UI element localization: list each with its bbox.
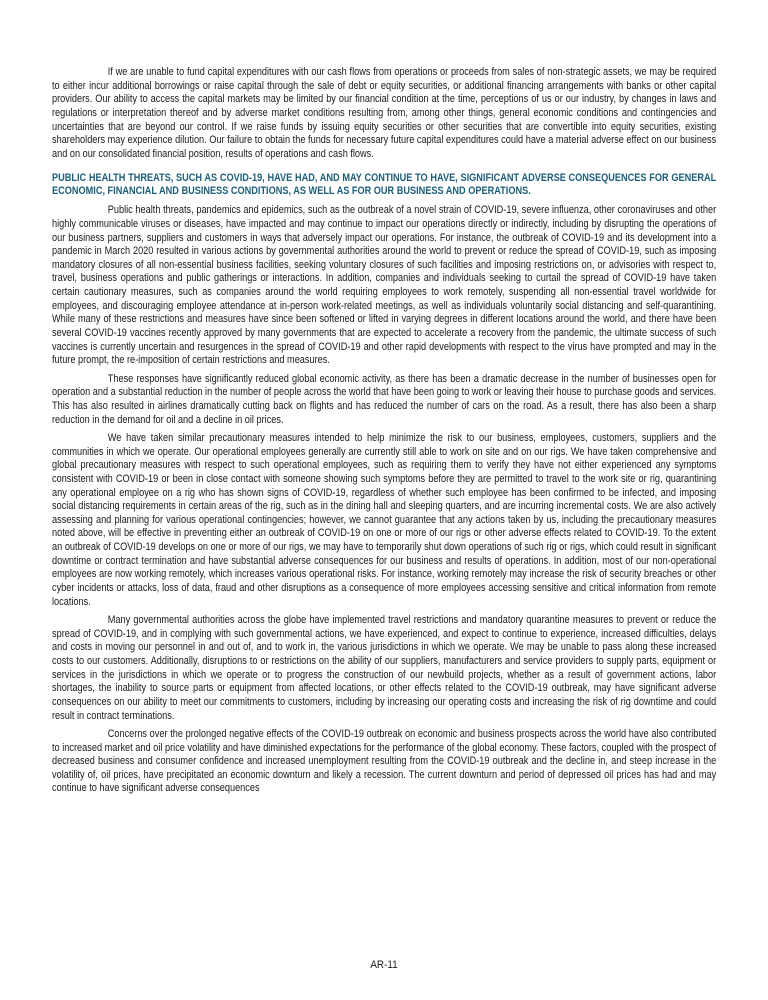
section-heading: PUBLIC HEALTH THREATS, SUCH AS COVID-19, HAVE HAD, AND MAY CONTINUE TO HAVE, SIGNIFICANT ADVERSE CONSEQUENCES FOR GENERAL ECONOMIC, FINANCIAL AND BUSINESS CONDITIONS, AS WELL AS FOR OUR BUSINESS AND OPERATIONS.	[52, 171, 717, 198]
document-page	[52, 66, 716, 801]
intro-paragraph: If we are unable to fund capital expenditures with our cash flows from operations or proceeds from sales of non-strategic assets, we may be required to either incur additional borrowings or raise capital through the sale of debt or equity securities, or additional financing arrangements with banks or other capital providers. Our ability to access the capital markets may be limited by our financial condition at the time, perceptions of us or our industry, by changes in laws and regulations or interpretation thereof and by adverse market conditions resulting from, among other things, general economic conditions and contingencies and uncertainties that are beyond our control. If we raise funds by issuing equity securities or other securities that are convertible into equity securities, existing shareholders may experience dilution. Our failure to obtain the funds for necessary future capital expenditures could have a material adverse effect on our business and on our consolidated financial position, results of operations and cash flows.	[52, 66, 717, 160]
body-paragraph: Many governmental authorities across the globe have implemented travel restrictions and mandatory quarantine measures to prevent or reduce the spread of COVID-19, and in complying with such governmental actions, we have experienced, and expect to continue to experience, increased difficulties, delays and costs in moving our personnel in and out of, and to work in, the various jurisdictions in which we operate. We may be unable to pass along these increased costs to our customers. Additionally, disruptions to or restrictions on the ability of our suppliers, manufacturers and service providers to supply parts, equipment or services in the jurisdictions in which we operate or to progress the construction of our newbuild projects, whether as a result of government actions, labor shortages, the inability to source parts or equipment from affected locations, or other effects related to the COVID-19 outbreak, may have significant adverse consequences on our ability to meet our commitments to customers, including by increasing our operating costs and increasing the risk of rig downtime and could result in contract terminations.	[52, 614, 717, 722]
page-number: AR-11	[370, 959, 398, 971]
body-paragraph: Concerns over the prolonged negative effects of the COVID-19 outbreak on economic and business prospects across the world have also contributed to increased market and oil price volatility and have diminished expectations for the performance of the global economy. These factors, coupled with the prospect of decreased business and consumer confidence and increased unemployment resulting from the COVID-19 outbreak and the decline in, and steep increase in the volatility of, oil prices, have precipitated an economic downturn and likely a recession. The current downturn and period of depressed oil prices has had and may continue to have significant adverse consequences	[52, 727, 717, 795]
body-paragraph: These responses have significantly reduced global economic activity, as there has been a dramatic decrease in the number of businesses open for operation and a substantial reduction in the number of people across the world that have been going to work or leaving their house to purchase goods and services. This has also resulted in airlines dramatically cutting back on flights and has reduced the number of cars on the road. As a result, there has also been a sharp reduction in the demand for oil and a decline in oil prices.	[52, 372, 717, 426]
body-paragraph: Public health threats, pandemics and epidemics, such as the outbreak of a novel strain of COVID-19, severe influenza, other coronaviruses and other highly communicable viruses or diseases, have impacted and may continue to impact our operations directly or indirectly, including by disrupting the operations of our business partners, suppliers and customers in ways that adversely impact our operations. For instance, the outbreak of COVID-19 and its development into a pandemic in March 2020 resulted in various actions by governmental authorities around the world to prevent or reduce the spread of COVID-19, such as imposing mandatory closures of all non-essential business facilities, seeking voluntary closures of such facilities and imposing restrictions on, or advisories with respect to, travel, business operations and public gatherings or interactions. In addition, companies and individuals seeking to curtail the spread of COVID-19 have taken certain cautionary measures, such as companies around the world requiring employees to work remotely, suspending all non-essential travel worldwide for employees, and discouraging employee attendance at in-person work-related meetings, as well as individuals voluntarily social distancing and self-quarantining. While many of these restrictions and measures have since been softened or lifted in varying degrees in different locations around the world, and there have been several COVID-19 vaccines recently approved by many governments that are expected to accelerate a recovery from the pandemic, the ultimate success of such vaccines is currently uncertain and resurgences in the spread of COVID-19 and other rapid developments with respect to the virus have prompted and may in the future prompt, the re-imposition of certain restrictions and measures.	[52, 204, 717, 367]
body-paragraph: We have taken similar precautionary measures intended to help minimize the risk to our business, employees, customers, suppliers and the communities in which we operate. Our operational employees generally are currently still able to work on site and on our rigs. We have taken comprehensive and global precautionary measures with respect to such operational employees, such as requiring them to verify they have not either experienced any symptoms consistent with COVID-19 or been in close contact with someone showing such symptoms before they are permitted to travel to the work site or rig, quarantining any operational employee on a rig who has shown signs of COVID-19, regardless of whether such employee has been confirmed to be infected, and imposing social distancing requirements in certain areas of the rig, such as in the dining hall and sleeping quarters, and are incurring incremental costs. We are also actively assessing and planning for various operational contingencies; however, we cannot guarantee that any actions taken by us, including the precautionary measures noted above, will be effective in preventing either an outbreak of COVID-19 on one or more of our rigs or other adverse effects related to COVID-19. To the extent an outbreak of COVID-19 develops on one or more of our rigs, we may have to temporarily shut down operations of such rig or rigs, which could result in significant downtime or contract termination and have substantial adverse consequences for our business and results of operations. In addition, most of our non-operational employees are now working remotely, which increases various operational risks. For instance, working remotely may increase the risk of security breaches or other cyber incidents or attacks, loss of data, fraud and other disruptions as a consequence of more employees accessing sensitive and critical information from remote locations.	[52, 431, 717, 608]
